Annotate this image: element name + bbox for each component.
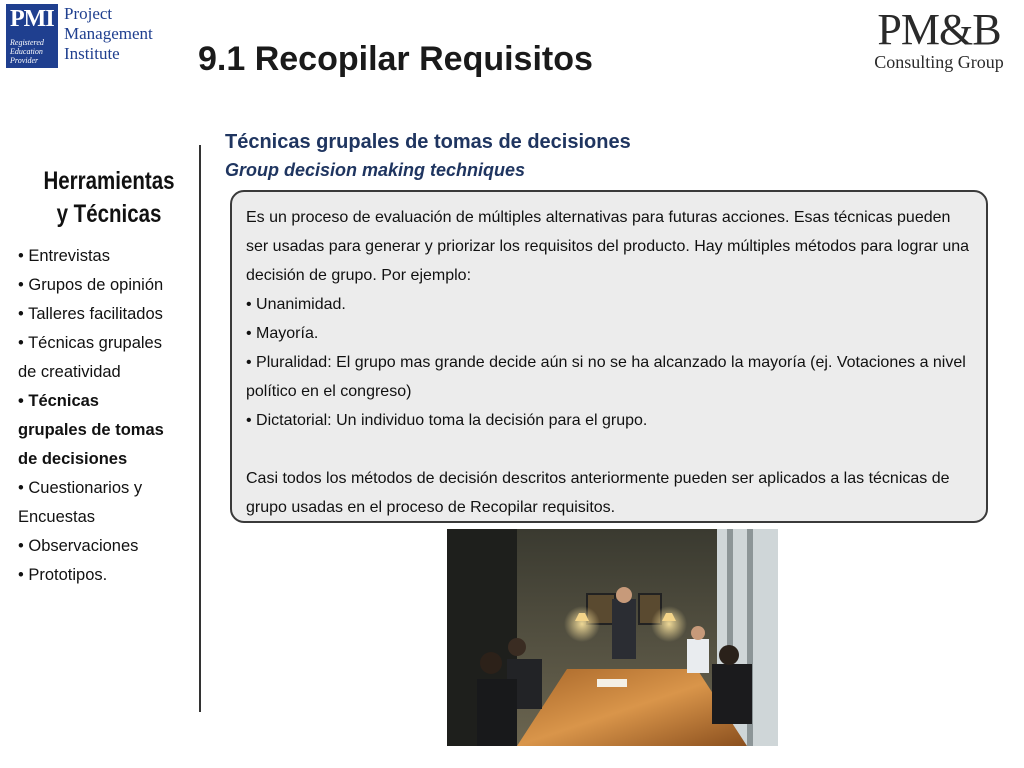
pmi-badge-line: Education [10,47,43,56]
sidebar-item: • Prototipos. [18,566,108,584]
section-subtitle: Group decision making techniques [225,160,526,180]
meeting-room-photo [447,529,778,746]
sidebar-item: • Grupos de opinión [18,276,164,294]
sidebar-item: Encuestas [18,508,96,526]
sidebar-item: • Cuestionarios y [18,479,143,497]
sidebar-item-active: • Técnicas [18,392,99,410]
spacer [246,435,972,464]
pmb-logo-name: PM&B [877,5,1001,54]
page-title: 9.1 Recopilar Requisitos [198,40,593,78]
pmi-name-line: Institute [64,44,120,63]
pmi-mark-text: PMI [10,6,54,32]
sidebar-item: • Entrevistas [18,247,110,265]
pmi-logo-name [64,4,153,64]
pmi-logo [6,4,156,68]
sidebar-list [18,242,198,590]
pmb-logo-subtitle: Consulting Group [874,52,1004,72]
content-bullet: • Pluralidad: El grupo mas grande decide aún si no se ha alcanzado la mayoría (ej. Votaciones a nivel político en el congreso) [246,354,966,400]
vertical-divider [199,145,201,712]
pmi-name-line: Project [64,4,113,23]
pmi-name-line: Management [64,24,153,43]
sidebar-heading [39,165,178,231]
content-bullet: • Unanimidad. [246,296,346,313]
content-intro: Es un proceso de evaluación de múltiples alternativas para futuras acciones. Esas técnicas pueden ser usadas para generar y priorizar los requisitos del producto. Hay múltiples métodos para lograr una decisión de grupo. Por ejemplo: [246,209,970,284]
pmi-badge-line: Provider [10,56,39,65]
sidebar-item: de creatividad [18,363,121,381]
section-title: Técnicas grupales de tomas de decisiones [225,131,631,153]
pmb-logo [864,5,1014,72]
content-bullet: • Dictatorial: Un individuo toma la decisión para el grupo. [246,412,648,429]
pmi-badge-line: Registered [10,38,44,47]
sidebar-item-active: de decisiones [18,450,128,468]
content-closing: Casi todos los métodos de decisión descritos anteriormente pueden ser aplicados a las técnicas de grupo usadas en el proceso de Recopilar requisitos. [246,470,950,516]
sidebar-item: • Talleres facilitados [18,305,163,323]
content-bullets [246,290,972,435]
pmi-logo-mark [6,4,58,68]
content-box [230,190,988,523]
sidebar-item: • Observaciones [18,537,139,555]
content-bullet: • Mayoría. [246,325,319,342]
sidebar-item: • Técnicas grupales [18,334,162,352]
sidebar-heading-line: Herramientas [43,167,175,195]
sidebar-item-active: grupales de tomas [18,421,164,439]
sidebar-heading-line: y Técnicas [56,200,162,228]
